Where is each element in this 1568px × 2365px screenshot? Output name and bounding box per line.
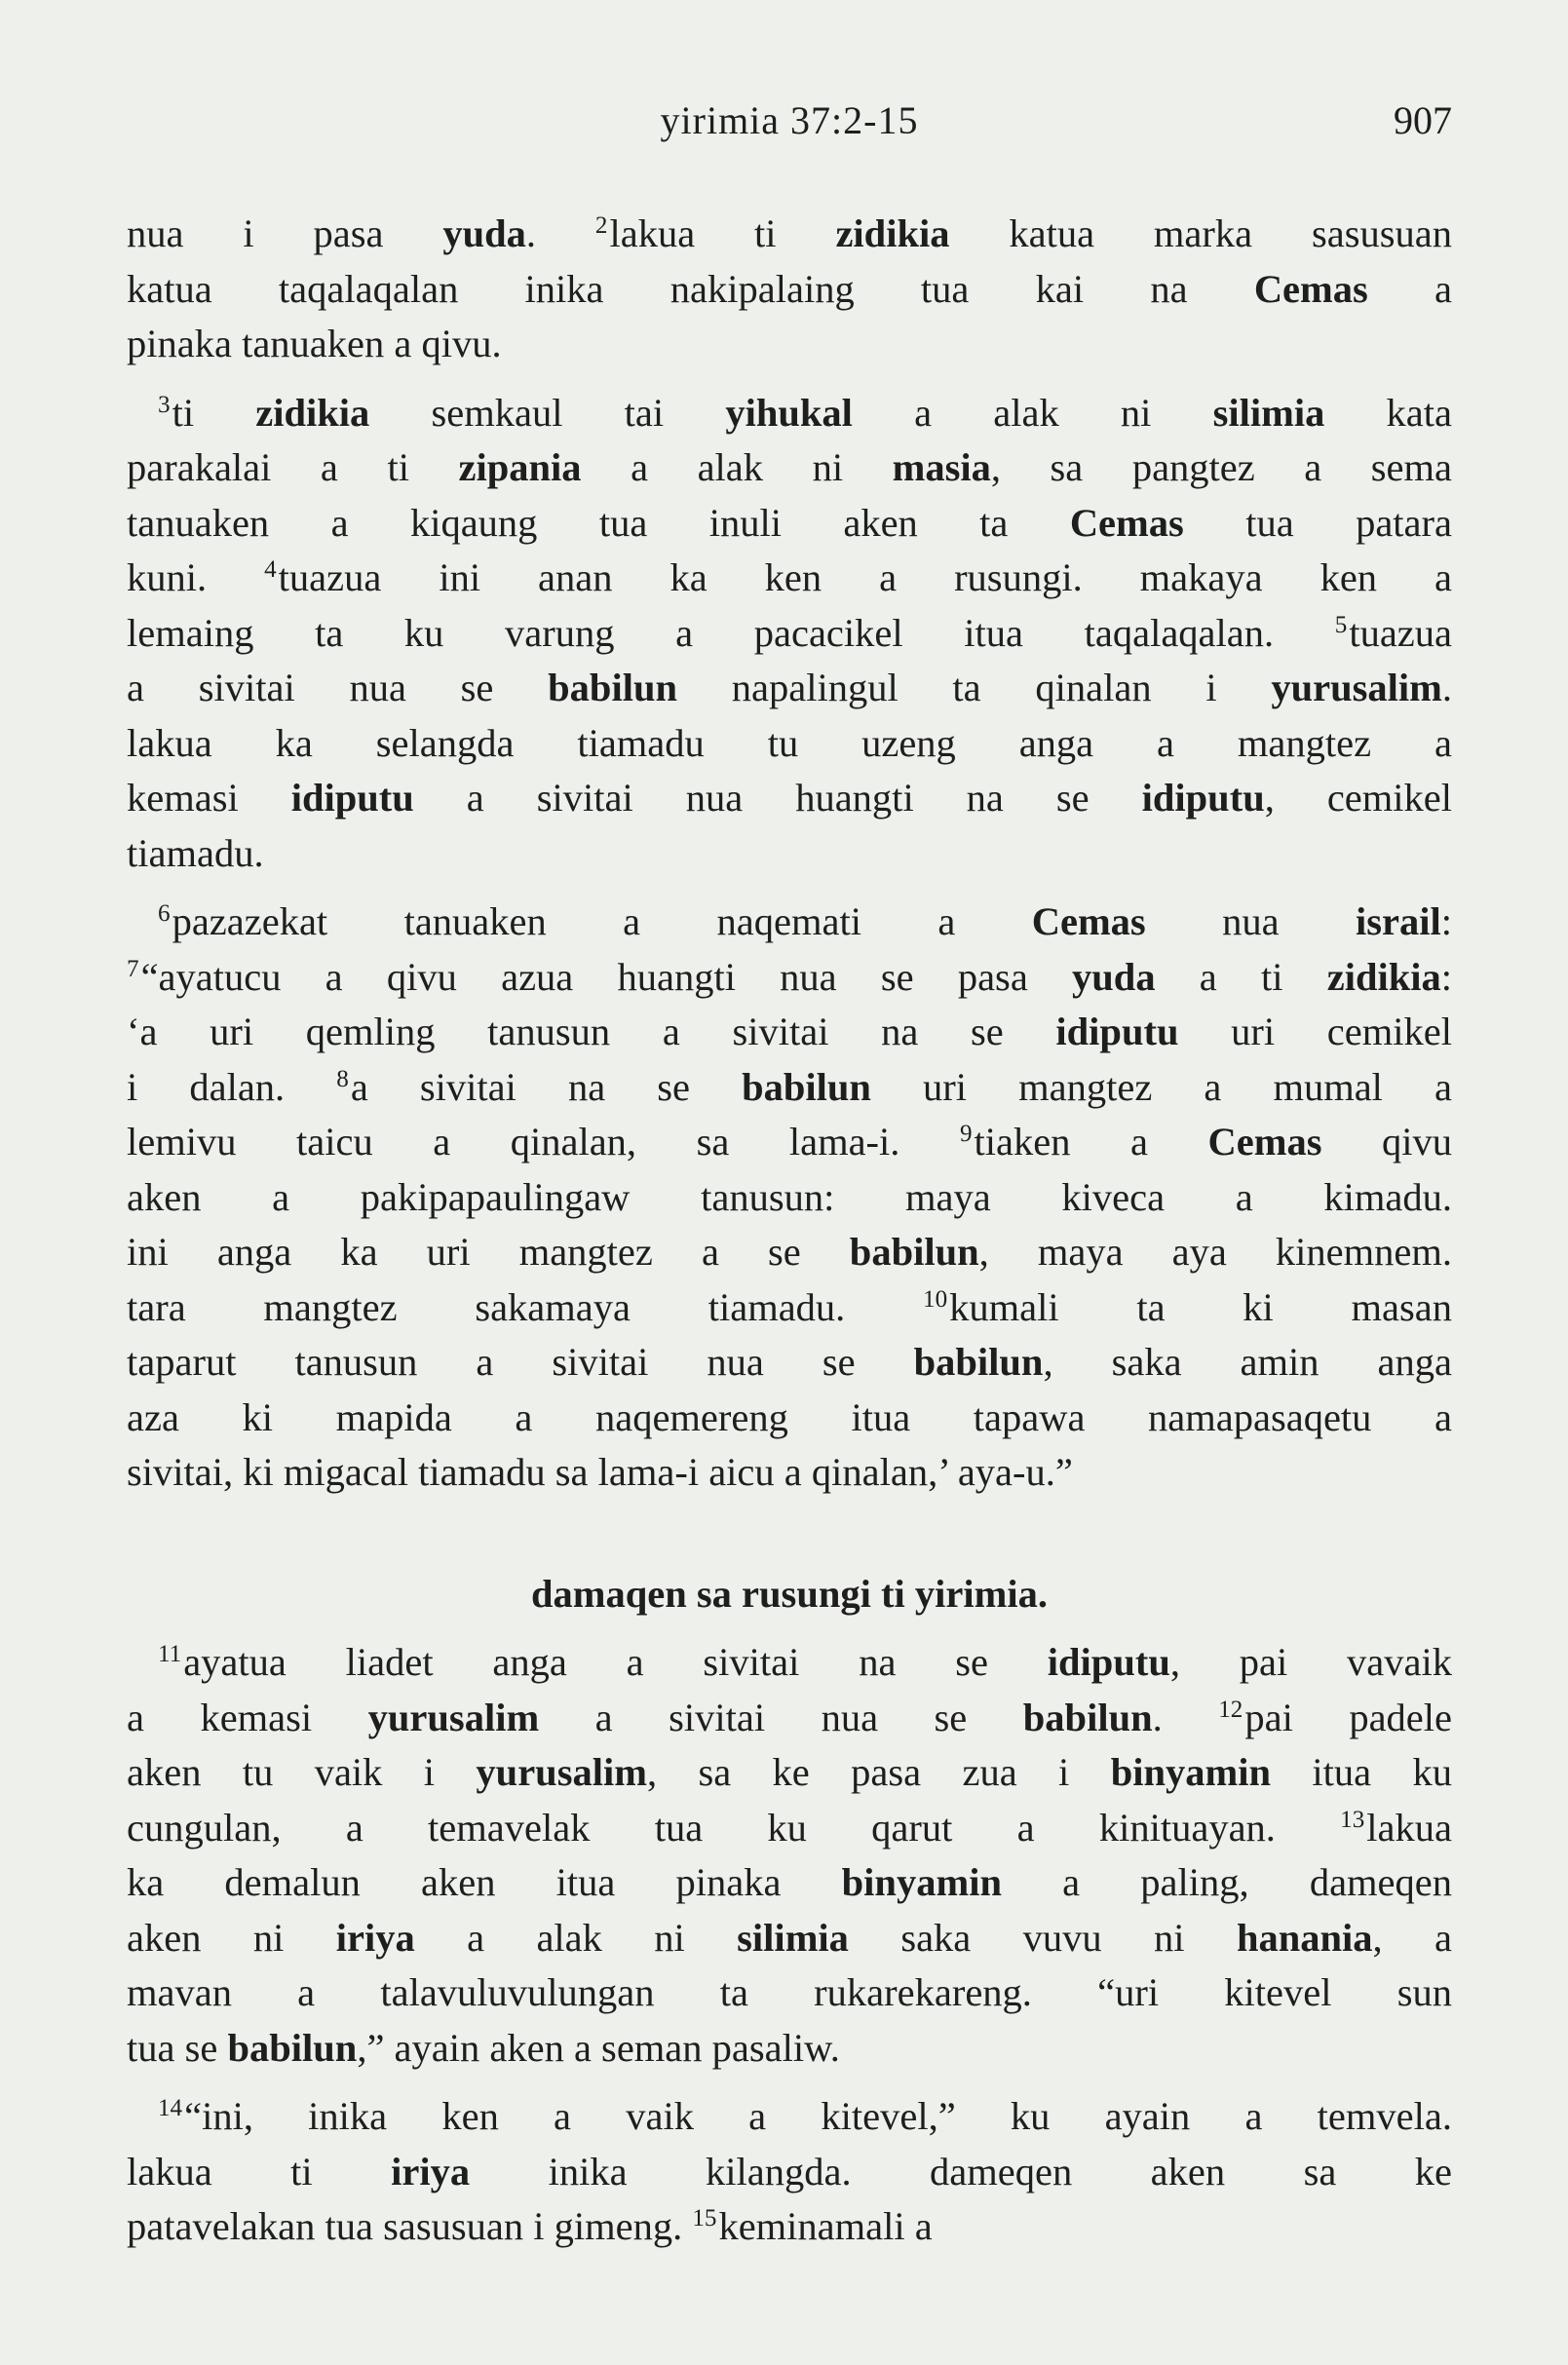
bold-term: zidikia xyxy=(255,390,370,435)
text-run: a xyxy=(1367,266,1453,311)
text-line xyxy=(127,2089,1452,2145)
bold-term: idiputu xyxy=(1141,776,1265,820)
text-run: ka demalun aken itua pinaka xyxy=(127,1860,842,1904)
bold-term: Cemas xyxy=(1069,500,1184,545)
text-line xyxy=(127,1280,1452,1336)
text-line xyxy=(127,1965,1452,2021)
verse-number: 14 xyxy=(158,2095,183,2122)
text-run: a sivitai nua huangti na se xyxy=(413,776,1142,820)
page-number: 907 xyxy=(1394,98,1452,142)
text-line xyxy=(127,496,1452,552)
verse-number: 10 xyxy=(923,1285,948,1313)
bold-term: masia xyxy=(892,445,991,489)
bold-term: babilun xyxy=(742,1064,871,1109)
bold-term: yurusalim xyxy=(367,1695,540,1739)
verse-number: 7 xyxy=(127,955,139,982)
bold-term: Cemas xyxy=(1253,266,1368,311)
text-run: “ayatucu a qivu azua huangti nua se pasa xyxy=(140,954,1073,999)
running-header xyxy=(127,97,1452,156)
bold-term: babilun xyxy=(1022,1695,1153,1739)
verse-number: 15 xyxy=(692,2205,717,2232)
bold-term: zidikia xyxy=(1326,954,1441,999)
text-line xyxy=(127,1855,1452,1911)
text-run: , pai vavaik xyxy=(1169,1640,1452,1684)
text-line xyxy=(127,1691,1452,1746)
text-line xyxy=(127,1170,1452,1226)
text-run: mavan a talavuluvulungan ta rukarekareng. “uri kitevel sun xyxy=(127,1970,1452,2014)
text-run: a ti xyxy=(1155,954,1327,999)
text-line xyxy=(127,1391,1452,1446)
bold-term: Cemas xyxy=(1031,899,1146,943)
text-run: . xyxy=(525,211,595,255)
text-run: ,” ayain aken a seman pasaliw. xyxy=(357,2025,840,2070)
text-run: a alak ni xyxy=(852,390,1213,435)
bold-term: zipania xyxy=(458,445,582,489)
text-line xyxy=(127,1911,1452,1966)
text-line xyxy=(127,317,1452,372)
verse-number: 5 xyxy=(1334,611,1348,638)
text-line xyxy=(127,1801,1452,1856)
text-run: sivitai, ki migacal tiamadu sa lama-i aicu a qinalan,’ aya-u.” xyxy=(127,1450,1073,1494)
text-line xyxy=(127,2021,1452,2077)
bold-term: babilun xyxy=(913,1340,1044,1384)
text-run: itua ku xyxy=(1271,1750,1452,1794)
text-run: lakua xyxy=(1366,1805,1452,1850)
text-run: kuni. xyxy=(127,555,265,599)
text-run: pazazekat tanuaken a naqemati a xyxy=(172,899,1032,943)
bold-term: yihukal xyxy=(725,390,853,435)
bold-term: silimia xyxy=(737,1915,849,1960)
text-run: ti xyxy=(172,390,256,435)
text-line xyxy=(127,826,1452,882)
text-line xyxy=(127,661,1452,716)
text-run: aza ki mapida a naqemereng itua tapawa namapasaqetu a xyxy=(127,1394,1452,1439)
text-run: lakua ka selangda tiamadu tu uzeng anga a mangtez a xyxy=(127,720,1452,765)
text-run: , cemikel xyxy=(1264,776,1453,820)
text-run: a alak ni xyxy=(414,1915,738,1960)
text-run: nua i pasa xyxy=(127,211,443,255)
text-run: : xyxy=(1440,899,1452,943)
body-text xyxy=(127,207,1452,2255)
text-run: aken a pakipapaulingaw tanusun: maya kiveca a kimadu. xyxy=(127,1174,1452,1219)
verse-number: 11 xyxy=(158,1641,182,1668)
verse-number: 13 xyxy=(1340,1806,1365,1833)
text-run: saka vuvu ni xyxy=(848,1915,1237,1960)
text-line xyxy=(127,895,1452,950)
text-run: nua xyxy=(1145,899,1356,943)
text-run: kemasi xyxy=(127,776,291,820)
text-run: . xyxy=(1441,666,1452,709)
text-run: ‘a uri qemling tanusun a sivitai na se xyxy=(127,1010,1056,1053)
bold-term: iriya xyxy=(391,2149,471,2193)
text-run: patavelakan tua sasusuan i gimeng. xyxy=(127,2204,693,2248)
text-run: tanuaken a kiqaung tua inuli aken ta xyxy=(127,500,1070,545)
verse-number: 6 xyxy=(158,900,171,928)
bold-term: babilun xyxy=(849,1230,979,1274)
text-line xyxy=(127,1745,1452,1801)
text-run: tua patara xyxy=(1183,500,1452,545)
text-line xyxy=(127,207,1452,262)
text-run: aken tu vaik i xyxy=(127,1750,477,1794)
text-line xyxy=(127,1225,1452,1280)
text-run: , saka amin anga xyxy=(1043,1340,1452,1384)
text-line xyxy=(127,2145,1452,2200)
text-run: pai padele xyxy=(1244,1695,1452,1739)
verse-number: 3 xyxy=(158,391,171,418)
text-run: cungulan, a temavelak tua ku qarut a kinituayan. xyxy=(127,1805,1341,1850)
text-run: lemivu taicu a qinalan, sa lama-i. xyxy=(127,1120,960,1163)
text-line xyxy=(127,262,1452,318)
verse-number: 8 xyxy=(336,1065,349,1092)
text-run: , sa ke pasa zua i xyxy=(646,1750,1111,1794)
bold-term: silimia xyxy=(1212,390,1325,435)
paragraph xyxy=(127,207,1452,372)
text-run: lakua ti xyxy=(127,2149,392,2193)
bold-term: yurusalim xyxy=(476,1750,647,1794)
text-run: katua marka sasusuan xyxy=(949,211,1452,255)
text-run: lakua ti xyxy=(609,211,836,255)
text-run: lemaing ta ku varung a pacacikel itua taqalaqalan. xyxy=(127,610,1335,655)
text-run: uri cemikel xyxy=(1178,1010,1452,1053)
text-run: a kemasi xyxy=(127,1695,368,1739)
text-run: katua taqalaqalan inika nakipalaing tua kai na xyxy=(127,266,1254,311)
bold-term: israil xyxy=(1355,899,1441,943)
text-run: tiamadu. xyxy=(127,830,264,875)
text-run: a sivitai nua se xyxy=(539,1695,1023,1739)
text-line xyxy=(127,1005,1452,1060)
paragraph xyxy=(127,2089,1452,2255)
bold-term: Cemas xyxy=(1207,1120,1322,1163)
section-text xyxy=(127,1635,1452,2255)
text-run: aken ni xyxy=(127,1915,336,1960)
section-heading: damaqen sa rusungi ti yirimia. xyxy=(531,1571,1048,1616)
text-run: , a xyxy=(1372,1915,1452,1960)
text-line xyxy=(127,716,1452,772)
verse-number: 9 xyxy=(959,1121,973,1148)
text-line xyxy=(127,386,1452,441)
bold-term: yuda xyxy=(1072,954,1156,999)
text-line xyxy=(127,950,1452,1006)
text-run: kata xyxy=(1324,390,1452,435)
paragraph xyxy=(127,895,1452,1501)
text-line xyxy=(127,771,1452,826)
text-line xyxy=(127,1445,1452,1501)
text-run: a alak ni xyxy=(581,445,893,489)
bold-term: idiputu xyxy=(1047,1640,1170,1684)
text-run: tua se xyxy=(127,2025,228,2070)
text-line xyxy=(127,1060,1452,1116)
text-run: uri mangtez a mumal a xyxy=(870,1064,1452,1109)
bold-term: babilun xyxy=(227,2025,358,2070)
text-run: semkaul tai xyxy=(369,390,726,435)
text-line xyxy=(127,2199,1452,2255)
text-run: keminamali a xyxy=(718,2204,933,2248)
text-run: tuazua ini anan ka ken a rusungi. makaya ken a xyxy=(278,555,1452,599)
bold-term: yuda xyxy=(442,211,526,255)
text-run: pinaka tanuaken a qivu. xyxy=(127,322,502,365)
chapter-text xyxy=(127,207,1452,1501)
text-run: kumali ta ki masan xyxy=(949,1284,1452,1329)
text-run: . xyxy=(1152,1695,1219,1739)
bold-term: hanania xyxy=(1236,1915,1373,1960)
text-run: tiaken a xyxy=(974,1120,1208,1163)
verse-number: 12 xyxy=(1218,1696,1243,1723)
paragraph xyxy=(127,386,1452,882)
bold-term: yurusalim xyxy=(1271,666,1442,709)
text-run: qivu xyxy=(1321,1120,1452,1163)
text-run: napalingul ta qinalan i xyxy=(677,666,1272,709)
bold-term: binyamin xyxy=(841,1860,1002,1904)
text-run: a paling, dameqen xyxy=(1001,1860,1452,1904)
bold-term: idiputu xyxy=(290,776,414,820)
text-run: a sivitai na se xyxy=(350,1064,743,1109)
text-line xyxy=(127,1635,1452,1691)
text-run: taparut tanusun a sivitai nua se xyxy=(127,1340,914,1384)
text-run: parakalai a ti xyxy=(127,445,459,489)
text-run: ayatua liadet anga a sivitai na se xyxy=(183,1640,1048,1684)
text-run: tara mangtez sakamaya tiamadu. xyxy=(127,1284,924,1329)
text-line xyxy=(127,551,1452,606)
text-run: , sa pangtez a sema xyxy=(990,445,1453,489)
bold-term: idiputu xyxy=(1055,1010,1179,1053)
running-title: yirimia 37:2-15 xyxy=(660,98,919,142)
text-run: i dalan. xyxy=(127,1064,337,1109)
text-line xyxy=(127,606,1452,662)
text-line xyxy=(127,1335,1452,1391)
text-run: tuazua xyxy=(1349,610,1452,655)
text-run: inika kilangda. dameqen aken sa ke xyxy=(470,2149,1452,2193)
text-run: , maya aya kinemnem. xyxy=(978,1230,1452,1274)
text-run: : xyxy=(1440,954,1453,999)
text-line xyxy=(127,1115,1452,1170)
text-line xyxy=(127,440,1452,496)
text-run: “ini, inika ken a vaik a kitevel,” ku ayain a temvela. xyxy=(184,2094,1452,2138)
verse-number: 2 xyxy=(594,212,608,240)
bold-term: zidikia xyxy=(835,211,950,255)
paragraph xyxy=(127,1635,1452,2076)
verse-number: 4 xyxy=(264,556,277,584)
text-run: ini anga ka uri mangtez a se xyxy=(127,1230,850,1274)
text-run: a sivitai nua se xyxy=(127,666,549,709)
bold-term: iriya xyxy=(335,1915,415,1960)
bold-term: binyamin xyxy=(1110,1750,1272,1794)
bold-term: babilun xyxy=(548,666,677,709)
